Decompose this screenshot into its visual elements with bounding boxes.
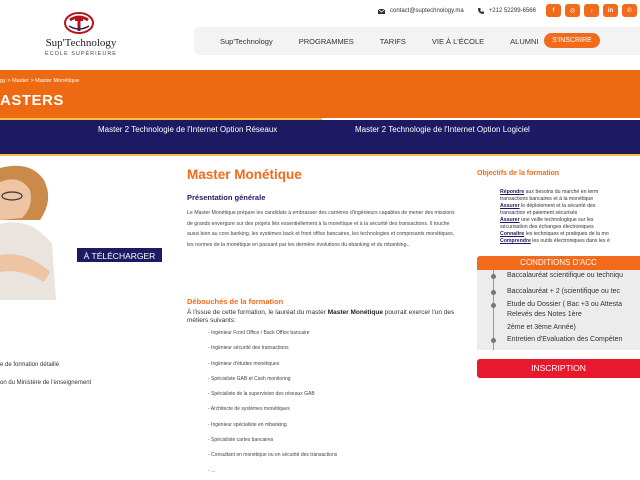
list-item: - Ingénieur spécialiste en mbanking xyxy=(208,421,287,428)
breadcrumb[interactable]: gy > Master > Master Monétique xyxy=(0,78,80,84)
nav-item-suptechnology[interactable]: Sup'Technology xyxy=(220,36,273,46)
objective-text-cont: transactions bancaires et à la monétique xyxy=(500,195,594,202)
list-item: - Spécialiste de la supervision des réseaux GAB xyxy=(208,391,315,398)
phone-link[interactable] xyxy=(478,8,536,14)
list-item xyxy=(500,217,640,231)
contact-bar xyxy=(378,4,550,18)
debouches-heading: Débouchés de la formation xyxy=(187,297,284,306)
objective-text-cont: transaction et paiement sécurisés xyxy=(500,209,578,216)
left-link-formation[interactable]: e de formation détaillé xyxy=(0,362,60,368)
program-title: Master Monétique xyxy=(187,167,302,182)
nav-item-tarifs[interactable]: TARIFS xyxy=(379,36,406,46)
list-item xyxy=(500,203,640,217)
social-links xyxy=(546,4,640,17)
left-link-ministere[interactable]: on du Ministère de l'enseignement xyxy=(0,380,92,386)
list-item: - Ingénieur sécurité des transactions xyxy=(208,345,289,352)
signup-button[interactable]: S'INSCRIRE xyxy=(544,33,600,48)
list-item: Entretien d'Evaluation des Compéten xyxy=(507,336,623,343)
list-item: Relevés des Notes 1ère xyxy=(507,311,582,318)
list-item: 2ème et 3ème Année) xyxy=(507,324,576,331)
envelope-icon xyxy=(378,9,385,14)
objective-text: aux besoins du marché en term xyxy=(524,189,599,195)
debouches-intro-end: pourrait exercer l'un des métiers suivants: xyxy=(187,309,455,324)
tiktok-icon[interactable]: ♪ xyxy=(584,4,599,17)
list-item xyxy=(500,189,640,203)
conditions-heading: CONDITIONS D'ACC xyxy=(477,256,640,270)
tab-option-reseaux[interactable]: Master 2 Technologie de l'Internet Option Réseaux xyxy=(98,125,278,134)
list-item: - Ingénieur Front Office / Back Office bancaire xyxy=(208,330,310,336)
debouches-intro-start: À l'issue de cette formation, le lauréat du master xyxy=(187,309,328,316)
objective-text: les techniques et pratiques de la mo xyxy=(524,231,609,237)
instagram-icon[interactable]: ◎ xyxy=(565,4,580,17)
nav-item-vie-ecole[interactable]: VIE À L'ÉCOLE xyxy=(431,36,485,46)
email-text: contact@suptechnology.ma xyxy=(390,8,464,14)
list-item: - Spécialiste GAB et Cash monitoring xyxy=(208,375,291,382)
objective-text-cont: sécurisation des échanges électroniques xyxy=(500,223,594,230)
tab-accent-line xyxy=(0,118,322,120)
tab-option-logiciel[interactable]: Master 2 Technologie de l'Internet Option Logiciel xyxy=(355,125,530,134)
list-item: Etude du Dossier ( Bac +3 ou Attesta xyxy=(507,301,622,308)
page-title: ASTERS xyxy=(0,92,64,109)
list-item: Baccalauréat + 2 (scientifique ou tec xyxy=(507,288,621,295)
tabs-bottom-line xyxy=(0,154,640,156)
objective-text: une veille technologique sur les xyxy=(519,217,594,223)
phone-icon xyxy=(478,8,484,14)
phone-text: +212 52299-6566 xyxy=(488,8,536,14)
list-item xyxy=(500,238,640,245)
logo-mark-icon xyxy=(64,12,94,34)
bullet-icon xyxy=(491,290,496,295)
nav-item-programmes[interactable]: PROGRAMMES xyxy=(298,36,354,46)
conditions-list xyxy=(477,270,640,350)
facebook-icon[interactable]: f xyxy=(546,4,561,17)
site-header xyxy=(0,0,640,70)
list-item: - Consultant en monétique ou en sécurité des transactions xyxy=(208,452,338,459)
list-item: - Architecte de systèmes monétiques xyxy=(208,406,290,413)
logo-name: Sup'Technology xyxy=(45,37,117,49)
presentation-paragraph: Le Master Monétique prépare les candidats à embrasser des carrières d'ingénieurs capables de mener des missions de grands envergure sur des projets liés essentiellement à la monétique et à la sécurité des transactions. Il touche aussi bien au core banking, les systèmes back et front office bancaires, les technologies et composants monétiques, les normes de la monétique en passant par les dernière évolutions du ebanking et du mbanking.. xyxy=(187,210,455,248)
linkedin-icon[interactable]: in xyxy=(603,4,618,17)
bullet-icon xyxy=(491,274,496,279)
list-item: - Ingénieur d'études monétiques xyxy=(208,360,280,367)
list-item: Baccalauréat scientifique ou techniqu xyxy=(507,272,623,279)
tab-divider-line xyxy=(322,118,640,120)
list-item: - Spécialiste cartes bancaires xyxy=(208,437,274,444)
program-tabs xyxy=(0,120,640,156)
email-link[interactable] xyxy=(378,8,464,14)
objective-text: les outils électroniques dans les é xyxy=(530,238,610,244)
objective-verb: Comprendre xyxy=(500,238,531,244)
debouches-intro-program: Master Monétique xyxy=(327,309,383,316)
logo[interactable] xyxy=(38,10,124,60)
objectives-heading: Objectifs de la formation xyxy=(477,170,560,177)
bullet-icon xyxy=(491,338,496,343)
list-item: - ... xyxy=(208,467,216,474)
page-banner xyxy=(0,70,640,120)
student-photo xyxy=(0,160,56,300)
bullet-icon xyxy=(491,303,496,308)
objective-text: le déploiement et la sécurité des xyxy=(519,203,596,209)
debouches-intro xyxy=(187,309,469,325)
presentation-heading: Présentation générale xyxy=(187,193,266,202)
objective-verb: Assurer xyxy=(500,217,520,223)
objective-verb: Connaître xyxy=(500,231,525,237)
objective-verb: Assurer xyxy=(500,203,520,209)
whatsapp-icon[interactable]: ✆ xyxy=(622,4,637,17)
objective-verb: Répondre xyxy=(500,189,525,195)
objectives-list xyxy=(500,189,640,245)
download-button[interactable]: À TÉLÉCHARGER xyxy=(76,247,163,263)
main-nav xyxy=(194,27,640,55)
inscription-button[interactable]: INSCRIPTION xyxy=(477,359,640,378)
list-item xyxy=(500,231,640,238)
jobs-list xyxy=(208,330,468,480)
logo-tagline: ÉCOLE SUPÉRIEURE xyxy=(45,51,117,57)
nav-item-alumni[interactable]: ALUMNI xyxy=(510,36,539,46)
